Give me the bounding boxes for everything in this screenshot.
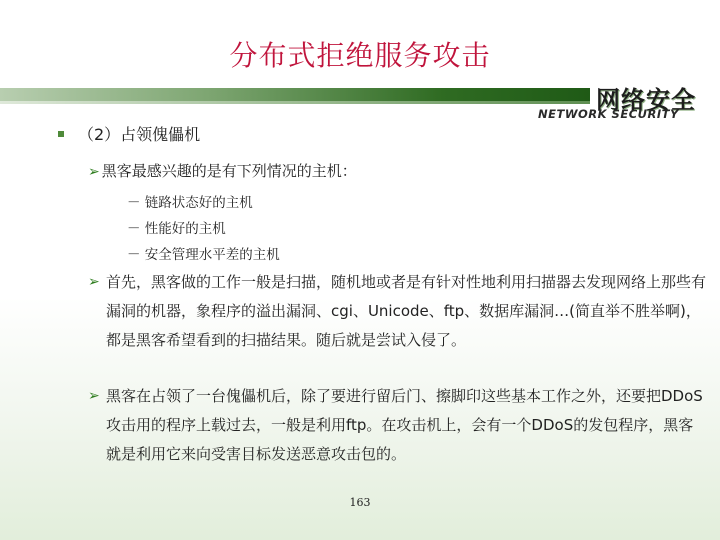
bullet-paragraph <box>88 268 708 355</box>
bullet-paragraph-text: 黑客在占领了一台傀儡机后，除了要进行留后门、擦脚印这些基本工作之外，还要把DDoS攻击用的程序上载过去，一般是利用ftp。在攻击机上，会有一个DDoS的发包程序，黑客就是利用它来向受害目标发送恶意攻击包的。 <box>106 387 703 463</box>
bullet-paragraph-text: 首先，黑客做的工作一般是扫描，随机地或者是有针对性地利用扫描器去发现网络上那些有漏洞的机器，象程序的溢出漏洞、cgi、Unicode、ftp、数据库漏洞…(简直举不胜举啊)，都是黑客希望看到的扫描结果。随后就是尝试入侵了。 <box>106 273 707 349</box>
bullet-text: 黑客最感兴趣的是有下列情况的主机： <box>101 162 357 180</box>
sub-bullet-item: － 性能好的主机 <box>127 221 226 237</box>
sub-bullet-item: － 链路状态好的主机 <box>127 195 253 211</box>
section-heading <box>58 122 200 145</box>
arrow-bullet-icon: ➢ <box>88 274 100 290</box>
section-heading-text: （2）占领傀儡机 <box>78 125 201 144</box>
page-number: 163 <box>349 496 371 509</box>
logo-network-security-cn: 网络安全 <box>596 86 696 114</box>
logo-network-security-en: NETWORK SECURITY <box>538 107 679 121</box>
bullet-paragraph <box>88 382 708 469</box>
bullet-item <box>88 160 357 181</box>
square-bullet-icon <box>58 131 64 137</box>
arrow-bullet-icon: ➢ <box>88 388 100 404</box>
arrow-bullet-icon: ➢ <box>88 164 100 180</box>
green-gradient-bar <box>0 88 590 101</box>
slide-title: 分布式拒绝服务攻击 <box>229 39 491 72</box>
sub-bullet-item: － 安全管理水平差的主机 <box>127 247 280 263</box>
